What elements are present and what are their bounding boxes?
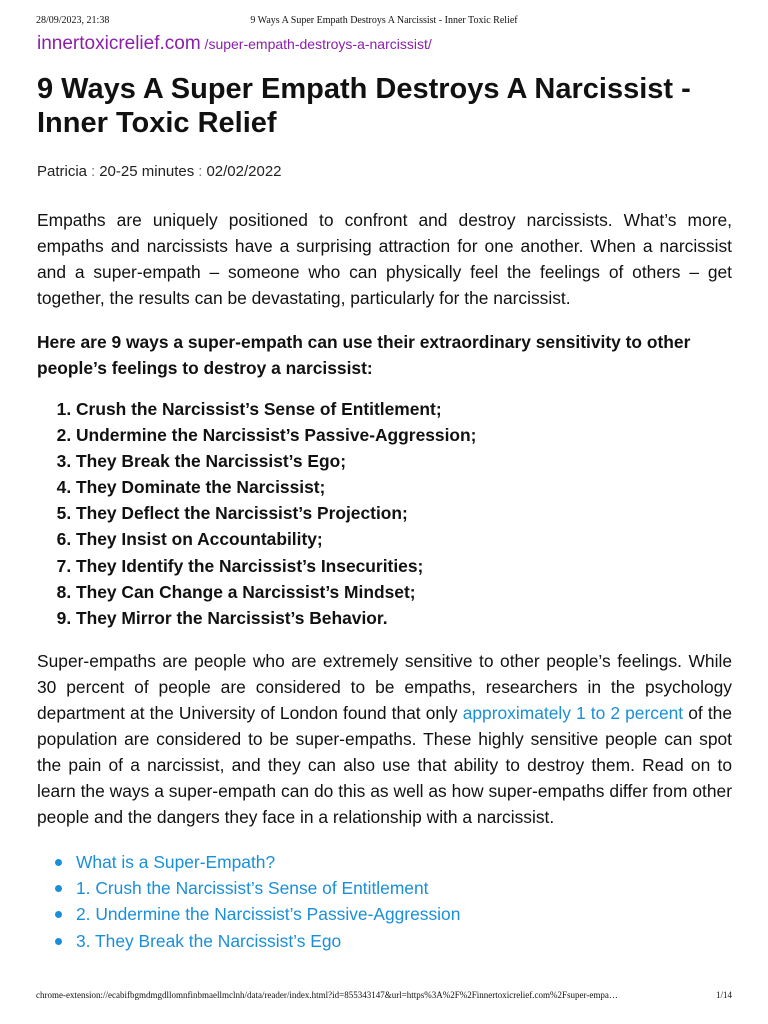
print-footer-url: chrome-extension://ecabifbgmdmgdllomnfinbmaellmclnh/data/reader/index.html?id=855343147&url=https%3A%2F%2Finnertoxicrelief.com%2Fsuper-empa… — [36, 990, 618, 1000]
way-item: 9. They Mirror the Narcissist’s Behavior. — [76, 605, 732, 631]
publish-date: 02/02/2022 — [206, 163, 282, 180]
table-of-contents — [37, 849, 732, 954]
way-item: 2. Undermine the Narcissist’s Passive-Aggression; — [76, 422, 732, 448]
article-title: 9 Ways A Super Empath Destroys A Narcissist - Inner Toxic Relief — [37, 73, 691, 139]
para2-text-before: Super-empaths are people who are extremely sensitive to other people’s feelings. While 30 percent of people are considered to be empaths, researchers in the psychology department at the University of London found that only — [37, 650, 732, 723]
print-datetime: 28/09/2023, 21:38 — [36, 15, 110, 26]
print-footer — [0, 990, 768, 1004]
source-path[interactable]: /super-empath-destroys-a-narcissist/ — [200, 36, 432, 52]
toc-item — [76, 928, 732, 954]
way-item: 7. They Identify the Narcissist’s Insecurities; — [76, 553, 732, 579]
para2-text-after: of the population are considered to be super-empaths. These highly sensitive people can spot the pain of a narcissist, and they can also use that ability to destroy them. Read on to learn the ways a super-empath can do this as well as how super-empaths differ from other people and the dangers they face in a relationship with a narcissist. — [37, 702, 732, 827]
bullet-icon — [55, 859, 62, 866]
meta-separator: : — [198, 163, 203, 180]
way-item: 6. They Insist on Accountability; — [76, 526, 732, 552]
article-meta — [37, 162, 732, 182]
reading-time: 20-25 minutes — [99, 163, 195, 180]
article-container — [37, 31, 732, 954]
intro-paragraph: Empaths are uniquely positioned to confront and destroy narcissists. What’s more, empaths and narcissists have a surprising attraction for one another. When a narcissist and a super-empath – someone who can physically feel the feelings of others – get together, the results can be devastating, particularly for the narcissist. — [37, 210, 732, 308]
toc-item — [76, 875, 732, 901]
way-item: 5. They Deflect the Narcissist’s Projection; — [76, 500, 732, 526]
ways-list — [37, 396, 732, 631]
toc-item — [76, 901, 732, 927]
source-domain[interactable]: innertoxicrelief.com — [37, 33, 201, 54]
page-number: 1/14 — [715, 990, 732, 1000]
meta-separator: : — [91, 163, 96, 180]
super-empath-paragraph — [37, 648, 732, 830]
bullet-icon — [55, 911, 62, 918]
way-item: 3. They Break the Narcissist’s Ego; — [76, 448, 732, 474]
bullet-icon — [55, 938, 62, 945]
toc-item — [76, 849, 732, 875]
way-item: 1. Crush the Narcissist’s Sense of Entitlement; — [76, 396, 732, 422]
print-header — [0, 15, 768, 29]
bullet-icon — [55, 885, 62, 892]
lead-paragraph: Here are 9 ways a super-empath can use their extraordinary sensitivity to other people’s feelings to destroy a narcissist: — [37, 332, 691, 378]
toc-link[interactable]: 1. Crush the Narcissist’s Sense of Entitlement — [76, 878, 429, 899]
toc-link[interactable]: 2. Undermine the Narcissist’s Passive-Aggression — [76, 904, 461, 925]
way-item: 8. They Can Change a Narcissist’s Mindset; — [76, 579, 732, 605]
print-doc-title: 9 Ways A Super Empath Destroys A Narcissist - Inner Toxic Relief — [250, 15, 518, 26]
way-item: 4. They Dominate the Narcissist; — [76, 474, 732, 500]
author: Patricia — [37, 163, 88, 180]
toc-link[interactable]: 3. They Break the Narcissist’s Ego — [76, 930, 342, 951]
research-link[interactable]: approximately 1 to 2 percent — [462, 702, 684, 723]
source-url[interactable] — [37, 31, 732, 58]
toc-link[interactable]: What is a Super-Empath? — [76, 851, 276, 872]
